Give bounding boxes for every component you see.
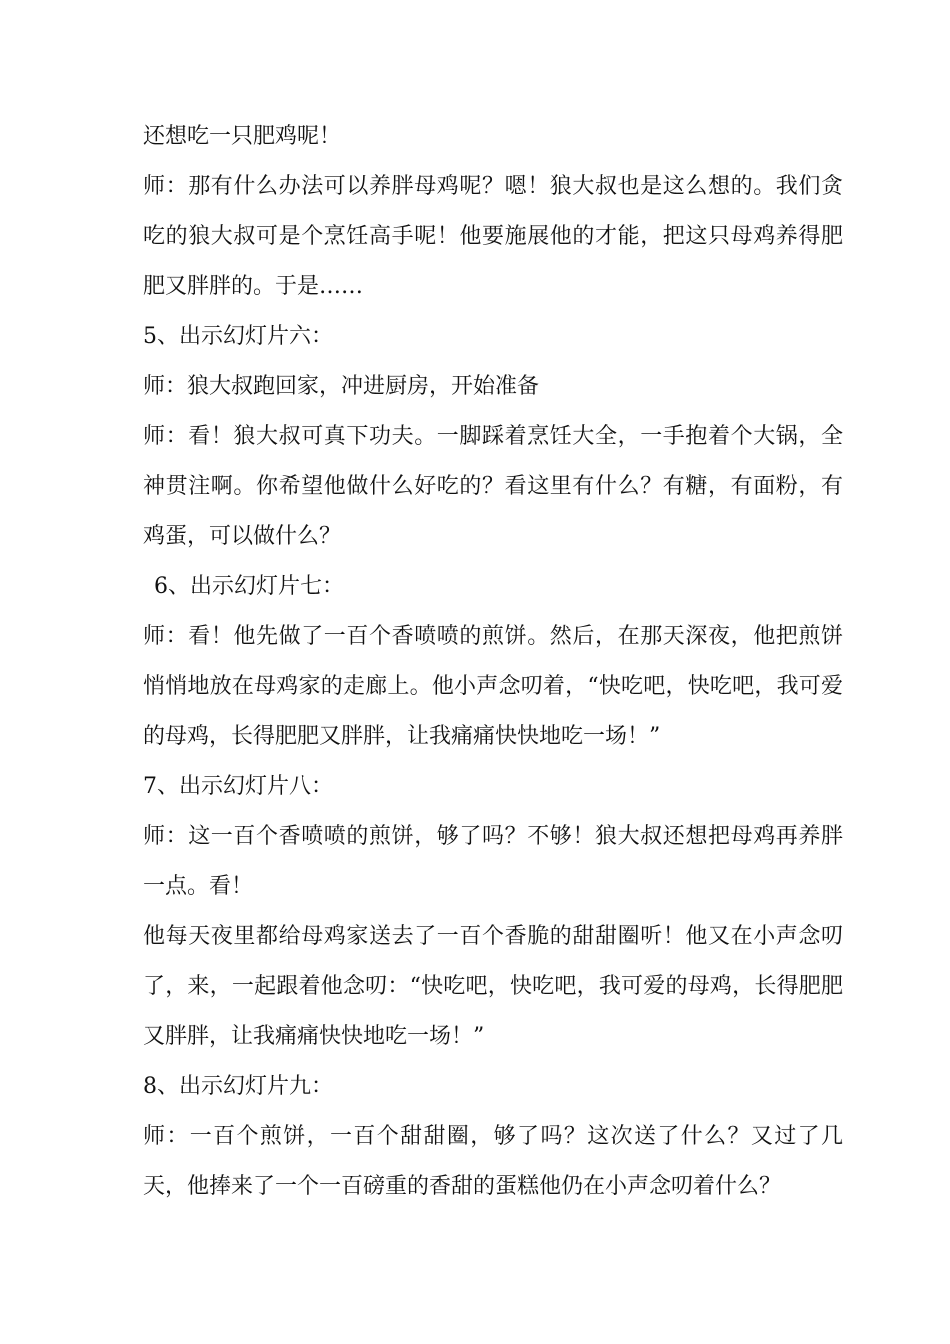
document-body (143, 112, 843, 1212)
paragraph-wolf-runs-home: 师：狼大叔跑回家，冲进厨房，开始准备 (143, 374, 540, 399)
paragraph-continuation: 还想吃一只肥鸡呢！ (143, 124, 342, 149)
paragraph-teacher-fatten-hen: 师：那有什么办法可以养胖母鸡呢？嗯！狼大叔也是这么想的。我们贪吃的狼大叔可是个烹饪高手呢！他要施展他的才能，把这只母鸡养得肥肥又胖胖的。于是…… (143, 174, 843, 299)
paragraph-cake: 师：一百个煎饼，一百个甜甜圈，够了吗？这次送了什么？又过了几天，他捧来了一个一百磅重的香甜的蛋糕他仍在小声念叨着什么？ (143, 1124, 843, 1199)
paragraph-not-enough: 师：这一百个香喷喷的煎饼，够了吗？不够！狼大叔还想把母鸡再养胖一点。看！ (143, 824, 843, 899)
section-heading-slide-9: 8、出示幻灯片九： (143, 1074, 333, 1099)
paragraph-donuts: 他每天夜里都给母鸡家送去了一百个香脆的甜甜圈听！他又在小声念叨了，来，一起跟着他念叨：“快吃吧，快吃吧，我可爱的母鸡，长得肥肥又胖胖，让我痛痛快快地吃一场！” (143, 924, 843, 1049)
paragraph-wolf-cooking: 师：看！狼大叔可真下功夫。一脚踩着烹饪大全，一手抱着个大锅，全神贯注啊。你希望他做什么好吃的？看这里有什么？有糖，有面粉，有鸡蛋，可以做什么？ (143, 424, 843, 549)
paragraph-pancakes: 师：看！他先做了一百个香喷喷的煎饼。然后，在那天深夜，他把煎饼悄悄地放在母鸡家的走廊上。他小声念叨着，“快吃吧，快吃吧，我可爱的母鸡，长得肥肥又胖胖，让我痛痛快快地吃一场！” (143, 624, 843, 749)
section-heading-slide-7: 6、出示幻灯片七： (154, 574, 344, 599)
section-heading-slide-6: 5、出示幻灯片六： (143, 324, 333, 349)
section-heading-slide-8: 7、出示幻灯片八： (143, 774, 333, 799)
